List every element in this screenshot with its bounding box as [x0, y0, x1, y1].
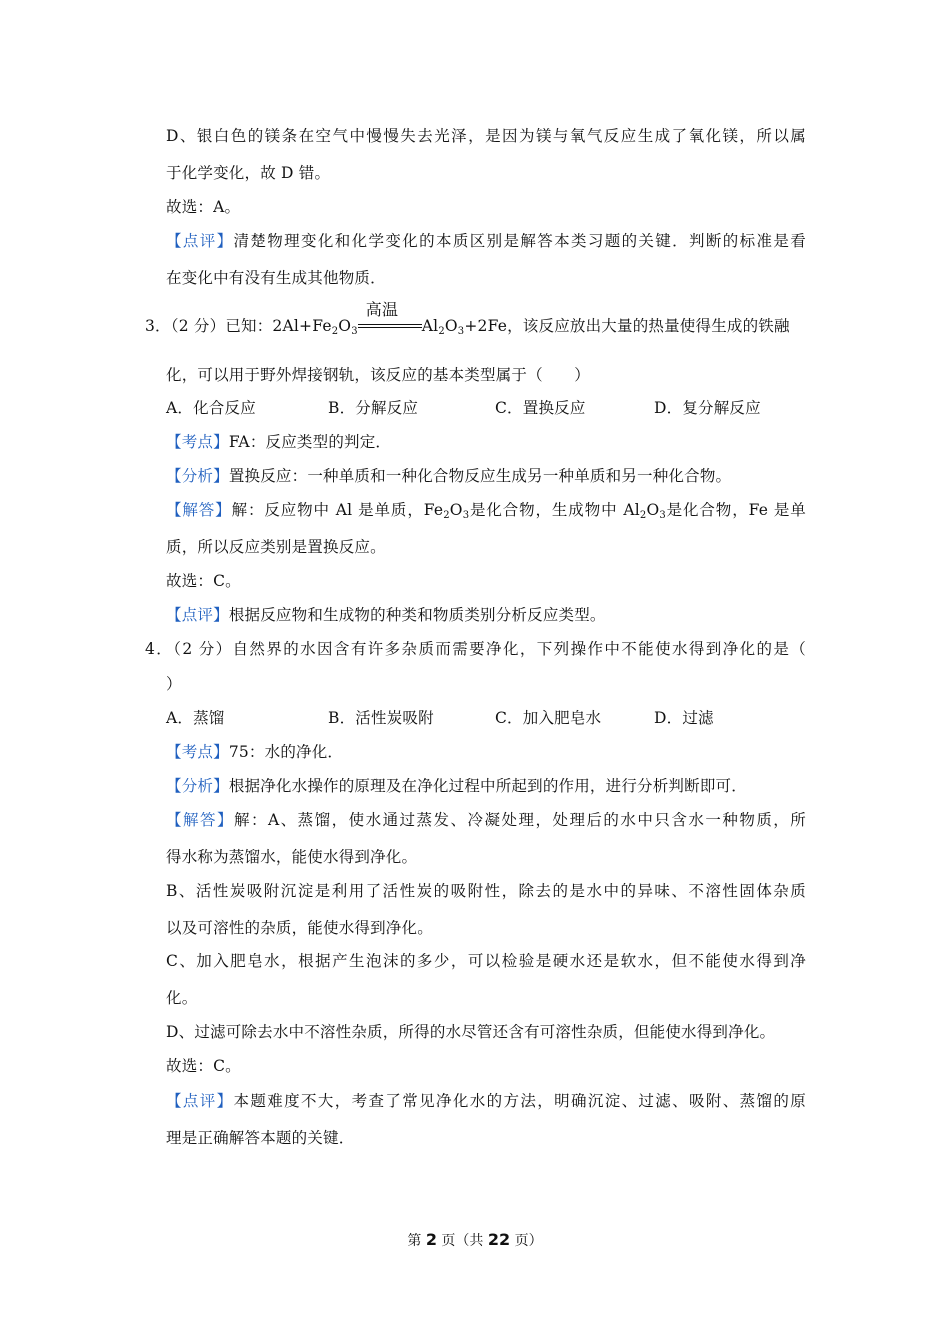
reaction-arrow [358, 300, 422, 336]
kaodian-line: 【考点】75：水的净化． [166, 743, 344, 761]
option-c: C．加入肥皂水 [495, 709, 602, 727]
option-c: C．置换反应 [495, 399, 586, 417]
text-line: D、过滤可除去水中不溶性杂质，所得的水尽管还含有可溶性杂质，但能使水得到净化。 [166, 1023, 776, 1041]
comment-line: 【点评】本题难度不大，考查了常见净化水的方法，明确沉淀、过滤、吸附、蒸馏的原 [166, 1092, 806, 1110]
answer-line: 故选：C。 [166, 1057, 241, 1075]
text-line: C、加入肥皂水，根据产生泡沫的多少，可以检验是硬水还是软水，但不能使水得到净 [166, 952, 806, 970]
question-3-options [166, 398, 806, 418]
option-a: A．蒸馏 [166, 709, 225, 727]
question-4-options [166, 708, 806, 728]
question-3-stem: 3．（2 分）已知：$2Al+Fe_2O_3$ 高温 $Al_2O_3+2Fe$，该反应放出大量的热量使得生成的铁融 [145, 300, 790, 337]
text-line: B、活性炭吸附沉淀是利用了活性炭的吸附性，除去的是水中的异味、不溶性固体杂质 [166, 882, 806, 900]
comment-tag: 【点评】 [166, 232, 234, 250]
option-a: A．化合反应 [166, 399, 256, 417]
text-line: D、银白色的镁条在空气中慢慢失去光泽，是因为镁与氧气反应生成了氧化镁，所以属 [166, 127, 806, 145]
page-footer: 第 2 页（共 22 页） [407, 1230, 543, 1249]
option-d: D．过滤 [654, 709, 714, 727]
comment-line: 【点评】清楚物理变化和化学变化的本质区别是解答本类习题的关键．判断的标准是看 [166, 232, 806, 250]
text-line: 于化学变化，故 D 错。 [166, 164, 331, 182]
page-number: 2 [425, 1230, 437, 1249]
question-4-stem-line2: ） [166, 675, 182, 693]
jieda-line: 【解答】解：反应物中 Al 是单质，$Fe_2O_3$是化合物，生成物中 $Al_2O_3$是化合物，Fe 是单 [166, 501, 806, 521]
text-line: 得水称为蒸馏水，能使水得到净化。 [166, 848, 418, 866]
option-d: D．复分解反应 [654, 399, 761, 417]
question-4-stem: 4．（2 分）自然界的水因含有许多杂质而需要净化，下列操作中不能使水得到净化的是（ [145, 640, 806, 658]
kaodian-line: 【考点】FA：反应类型的判定． [166, 433, 392, 451]
text-line: 理是正确解答本题的关键． [166, 1129, 355, 1147]
comment-line: 【点评】根据反应物和生成物的种类和物质类别分析反应类型。 [166, 606, 606, 624]
option-b: B．分解反应 [328, 399, 419, 417]
text-line: 质，所以反应类别是置换反应。 [166, 538, 386, 556]
fenxi-line: 【分析】置换反应：一种单质和一种化合物反应生成另一种单质和另一种化合物。 [166, 467, 732, 485]
jieda-line: 【解答】解：A、蒸馏，使水通过蒸发、冷凝处理，处理后的水中只含水一种物质，所 [166, 811, 806, 829]
answer-line: 故选：A。 [166, 198, 241, 216]
answer-line: 故选：C。 [166, 572, 241, 590]
text-line: 在变化中有没有生成其他物质． [166, 269, 386, 287]
text-line: 以及可溶性的杂质，能使水得到净化。 [166, 919, 433, 937]
option-b: B．活性炭吸附 [328, 709, 434, 727]
reaction-condition: 高温 [365, 300, 399, 319]
question-3-stem-line2: 化，可以用于野外焊接钢轨，该反应的基本类型属于（ ） [166, 366, 590, 384]
fenxi-line: 【分析】根据净化水操作的原理及在净化过程中所起到的作用，进行分析判断即可． [166, 777, 747, 795]
text-line: 化。 [166, 989, 198, 1007]
page-total: 22 [487, 1230, 511, 1249]
